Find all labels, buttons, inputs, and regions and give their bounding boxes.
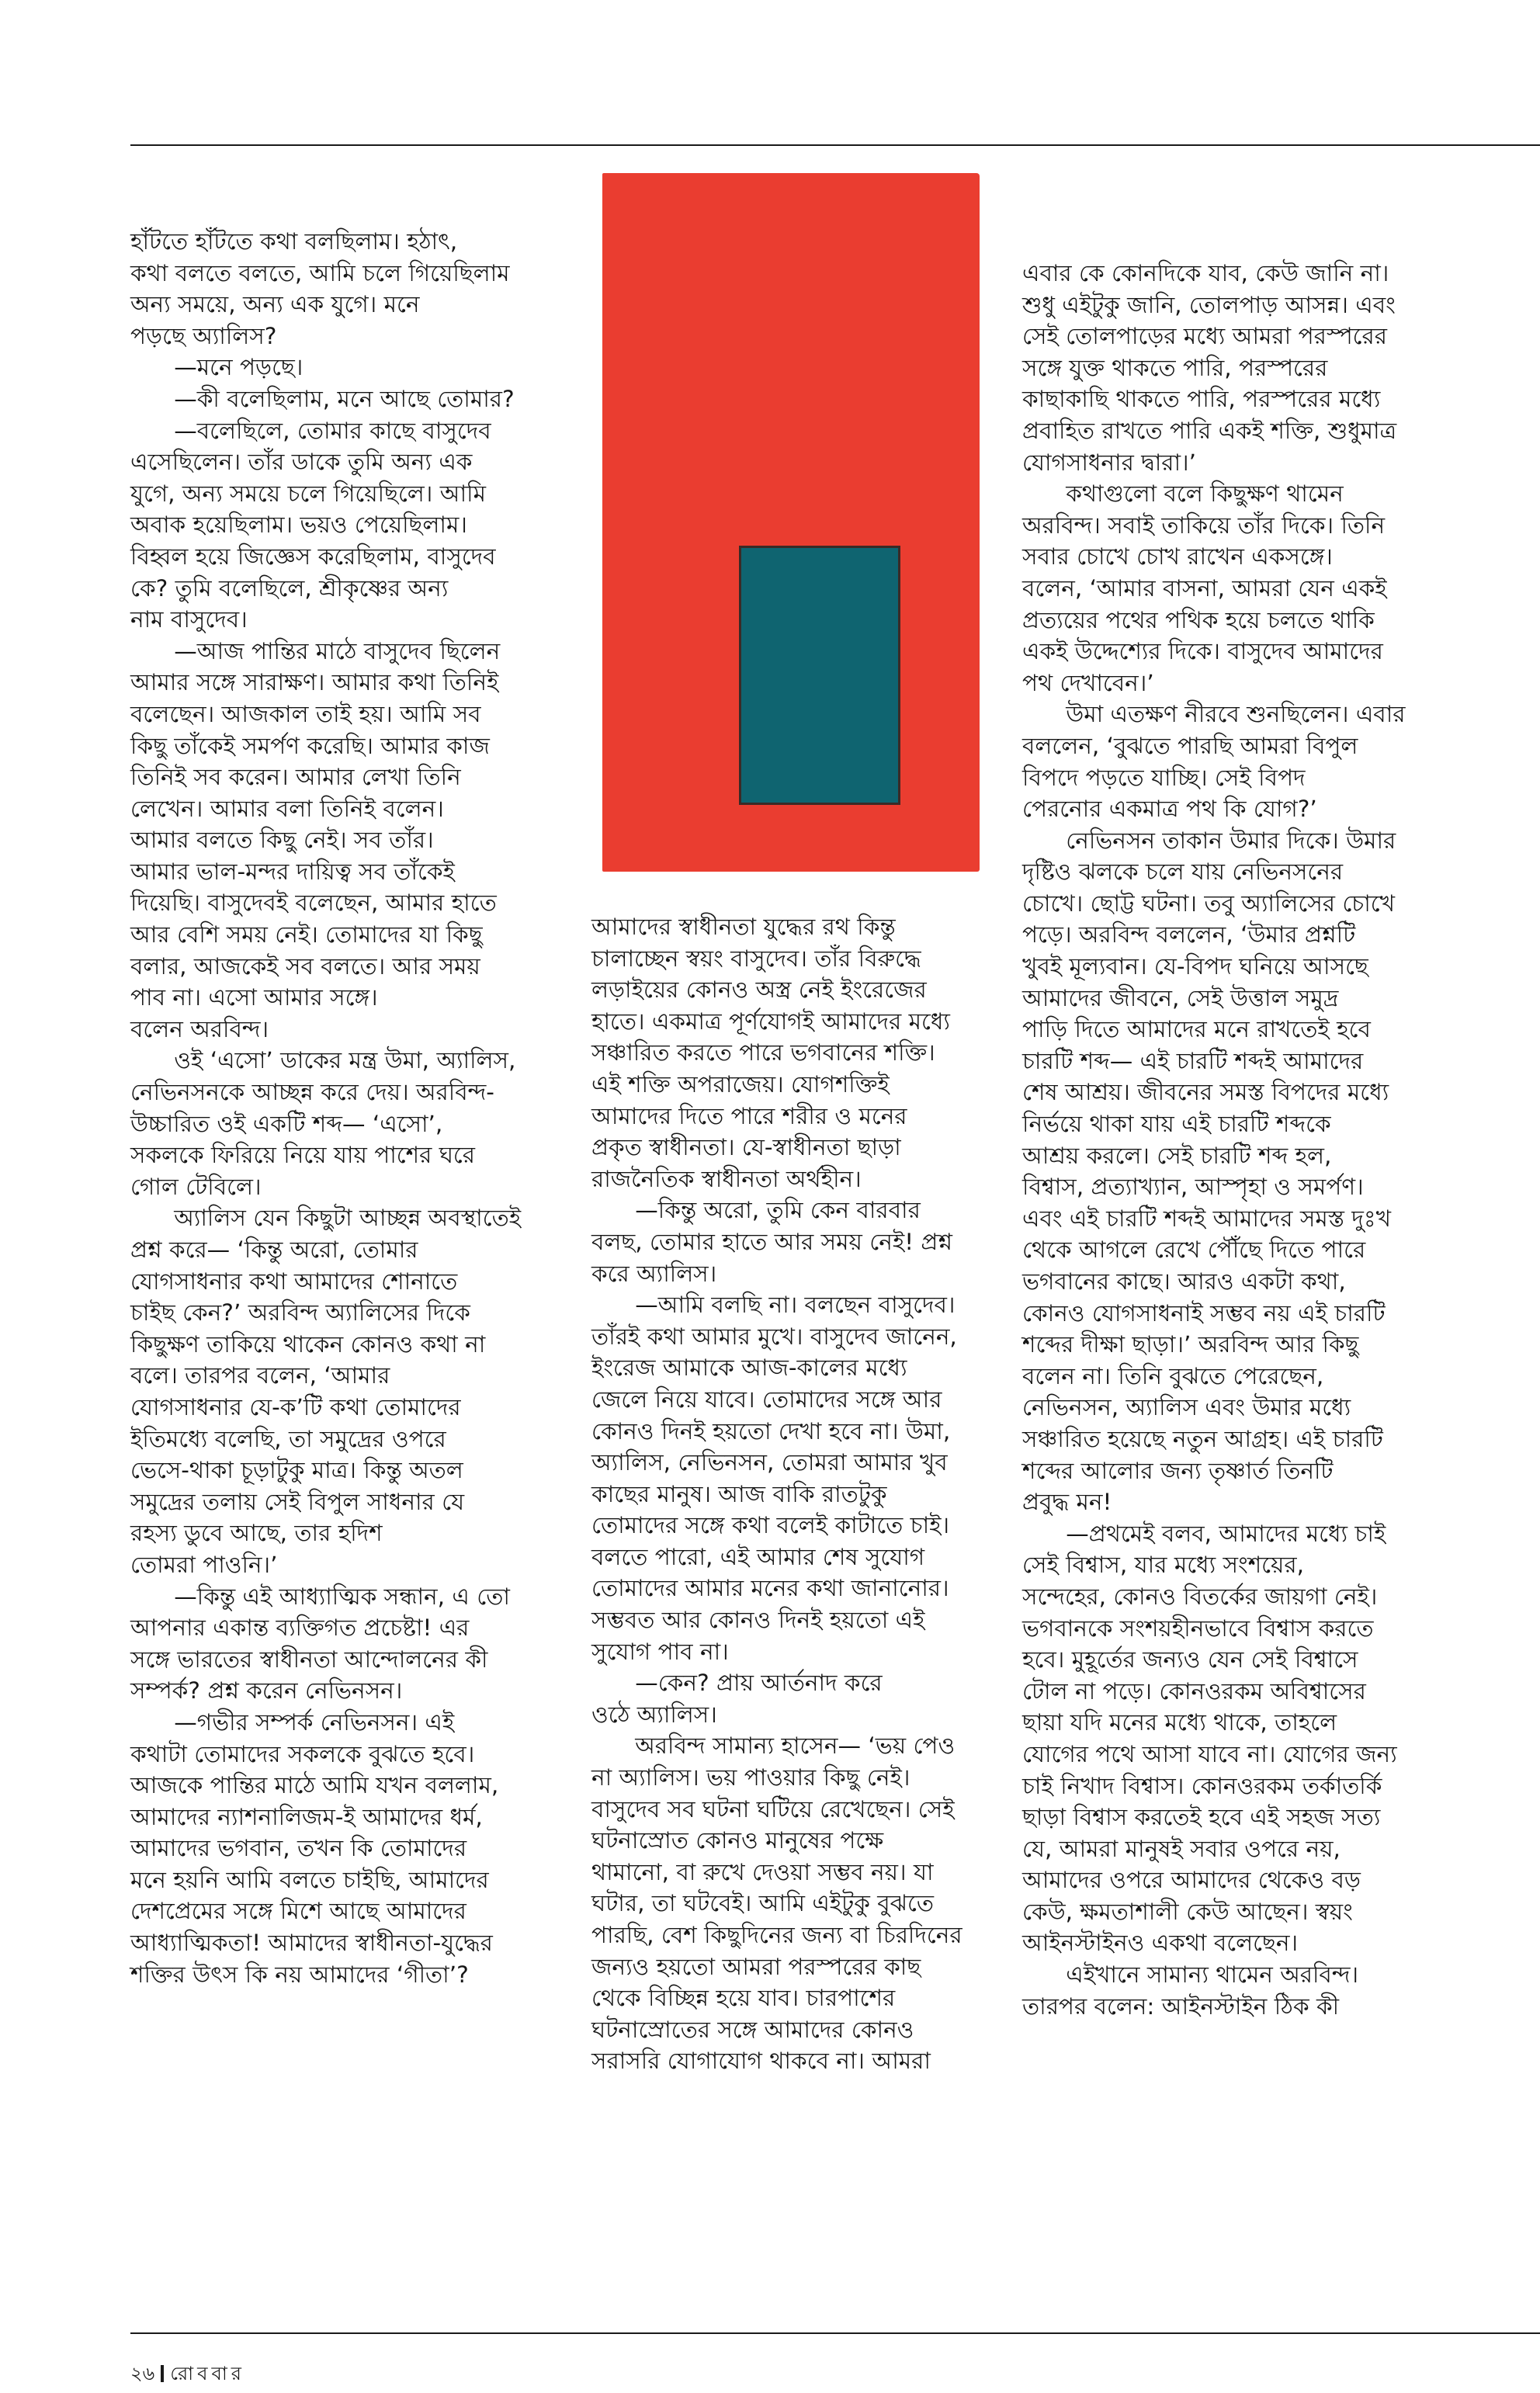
text-line: —কী বলেছিলাম, মনে আছে তোমার? xyxy=(130,385,515,412)
text-line: তোমাদের আমার মনের কথা জানানোর। xyxy=(591,1575,949,1602)
text-line: শব্দের আলোর জন্য তৃষ্ণার্ত তিনটি xyxy=(1022,1457,1334,1484)
text-line: দৃষ্টিও ঝলকে চলে যায় নেভিনসনের xyxy=(1022,858,1344,886)
text-line: পথ দেখাবেন।’ xyxy=(1022,669,1154,696)
text-line: ভেসে-থাকা চূড়াটুকু মাত্র। কিন্তু অতল xyxy=(130,1457,463,1484)
text-line: যোগসাধনার যে-ক’টি কথা তোমাদের xyxy=(130,1393,461,1420)
text-line: বিপদে পড়তে যাচ্ছি। সেই বিপদ xyxy=(1022,764,1306,791)
text-line: যোগসাধনার কথা আমাদের শোনাতে xyxy=(130,1268,458,1295)
text-line: তোমরা পাওনি।’ xyxy=(130,1551,278,1578)
text-line: —আজ পান্তির মাঠে বাসুদেব ছিলেন xyxy=(130,637,501,664)
text-line: টোল না পড়ে। কোনওরকম অবিশ্বাসের xyxy=(1022,1677,1366,1705)
text-line: ইংরেজ আমাকে আজ-কালের মধ্যে xyxy=(591,1354,907,1382)
text-line: বিশ্বাস, প্রত্যাখ্যান, আস্পৃহা ও সমর্পণ। xyxy=(1022,1174,1364,1201)
text-line: নাম বাসুদেব। xyxy=(130,606,248,633)
text-line: যে, আমরা মানুষই সবার ওপরে নয়, xyxy=(1022,1835,1341,1862)
top-rule xyxy=(130,144,1540,146)
text-line: প্রকৃত স্বাধীনতা। যে-স্বাধীনতা ছাড়া xyxy=(591,1134,901,1161)
text-line: পড়ছে অ্যালিস? xyxy=(130,322,277,349)
text-line: আজকে পান্তির মাঠে আমি যখন বললাম, xyxy=(130,1772,499,1799)
text-line: নির্ভয়ে থাকা যায় এই চারটি শব্দকে xyxy=(1022,1111,1331,1138)
text-line: কিছুক্ষণ তাকিয়ে থাকেন কোনও কথা না xyxy=(130,1330,486,1358)
text-line: ভগবানের কাছে। আরও একটা কথা, xyxy=(1022,1268,1346,1295)
text-line: অন্য সময়ে, অন্য এক যুগে। মনে xyxy=(130,291,420,318)
text-line: লেখেন। আমার বলা তিনিই বলেন। xyxy=(130,795,444,822)
text-line: কোনও যোগসাধনাই সম্ভব নয় এই চারটি xyxy=(1022,1299,1386,1327)
text-line: ঘটনাস্রোতের সঙ্গে আমাদের কোনও xyxy=(591,2016,914,2043)
text-line: হাতে। একমাত্র পূর্ণযোগই আমাদের মধ্যে xyxy=(591,1007,950,1035)
text-line: হবে। মুহূর্তের জন্যও যেন সেই বিশ্বাসে xyxy=(1022,1646,1358,1673)
text-line: করে অ্যালিস। xyxy=(591,1260,717,1287)
text-line: চাই নিখাদ বিশ্বাস। কোনওরকম তর্কাতর্কি xyxy=(1022,1772,1382,1799)
text-line: বলতে পারো, এই আমার শেষ সুযোগ xyxy=(591,1543,925,1570)
text-line: দেশপ্রেমের সঙ্গে মিশে আছে আমাদের xyxy=(130,1898,467,1925)
article-column-2 xyxy=(591,911,962,2077)
text-line: বলার, আজকেই সব বলতে। আর সময় xyxy=(130,952,480,980)
text-line: রহস্য ডুবে আছে, তার হদিশ xyxy=(130,1520,383,1547)
magazine-name: রোববার xyxy=(170,2363,245,2384)
text-line: —বলেছিলে, তোমার কাছে বাসুদেব xyxy=(130,417,491,444)
text-line: হাঁটতে হাঁটতে কথা বলছিলাম। হঠাৎ, xyxy=(130,228,458,255)
text-line: অ্যালিস যেন কিছুটা আচ্ছন্ন অবস্থাতেই xyxy=(130,1205,522,1232)
text-line: বলছ, তোমার হাতে আর সময় নেই! প্রশ্ন xyxy=(591,1228,952,1255)
text-line: আমাদের ওপরে আমাদের থেকেও বড় xyxy=(1022,1867,1361,1894)
text-line: চোখে। ছোট্ট ঘটনা। তবু অ্যালিসের চোখে xyxy=(1022,890,1395,917)
text-line: প্রবুদ্ধ মন! xyxy=(1022,1489,1112,1516)
text-line: সঙ্গে ভারতের স্বাধীনতা আন্দোলনের কী xyxy=(130,1646,488,1673)
text-line: আইনস্টাইনও একথা বলেছেন। xyxy=(1022,1930,1298,1957)
text-line: তোমাদের সঙ্গে কথা বলেই কাটাতে চাই। xyxy=(591,1512,950,1539)
text-line: লড়াইয়ের কোনও অস্ত্র নেই ইংরেজের xyxy=(591,976,927,1004)
text-line: নেভিনসনকে আচ্ছন্ন করে দেয়। অরবিন্দ- xyxy=(130,1079,494,1106)
text-line: গোল টেবিলে। xyxy=(130,1173,262,1200)
text-line: ওই ‘এসো’ ডাকের মন্ত্র উমা, অ্যালিস, xyxy=(130,1047,516,1074)
text-line: এই শক্তি অপরাজেয়। যোগশক্তিই xyxy=(591,1070,890,1098)
text-line: সবার চোখে চোখ রাখেন একসঙ্গে। xyxy=(1022,543,1333,571)
text-line: তিনিই সব করেন। আমার লেখা তিনি xyxy=(130,764,461,791)
text-line: সম্পর্ক? প্রশ্ন করেন নেভিনসন। xyxy=(130,1677,403,1705)
text-line: জন্যও হয়তো আমরা পরস্পরের কাছ xyxy=(591,1953,921,1980)
text-line: সকলকে ফিরিয়ে নিয়ে যায় পাশের ঘরে xyxy=(130,1142,476,1169)
text-line: কে? তুমি বলেছিলে, শ্রীকৃষ্ণের অন্য xyxy=(130,574,449,602)
text-line: —কিন্তু এই আধ্যাত্মিক সন্ধান, এ তো xyxy=(130,1583,510,1610)
painting-illustration xyxy=(591,167,990,881)
text-line: সেই তোলপাড়ের মধ্যে আমরা পরস্পরের xyxy=(1022,323,1387,350)
text-line: পেরনোর একমাত্র পথ কি যোগ?’ xyxy=(1022,796,1317,823)
text-line: আমার সঙ্গে সারাক্ষণ। আমার কথা তিনিই xyxy=(130,669,499,696)
text-line: কাছাকাছি থাকতে পারি, পরস্পরের মধ্যে xyxy=(1022,386,1381,413)
text-line: থামানো, বা রুখে দেওয়া সম্ভব নয়। যা xyxy=(591,1858,934,1885)
text-line: আপনার একান্ত ব্যক্তিগত প্রচেষ্টা! এর xyxy=(130,1614,470,1642)
text-line: একই উদ্দেশ্যের দিকে। বাসুদেব আমাদের xyxy=(1022,638,1383,665)
text-line: বলে। তারপর বলেন, ‘আমার xyxy=(130,1362,390,1389)
text-line: পাড়ি দিতে আমাদের মনে রাখতেই হবে xyxy=(1022,1016,1371,1043)
text-line: শক্তির উৎস কি নয় আমাদের ‘গীতা’? xyxy=(130,1961,469,1988)
text-line: সম্ভবত আর কোনও দিনই হয়তো এই xyxy=(591,1607,925,1634)
footer-separator xyxy=(161,2365,164,2382)
text-line: সরাসরি যোগাযোগ থাকবে না। আমরা xyxy=(591,2048,931,2075)
text-line: ছাড়া বিশ্বাস করতেই হবে এই সহজ সত্য xyxy=(1022,1804,1381,1831)
text-line: বলেন না। তিনি বুঝতে পেরেছেন, xyxy=(1022,1362,1324,1389)
text-line: অবাক হয়েছিলাম। ভয়ও পেয়েছিলাম। xyxy=(130,512,467,539)
text-line: না অ্যালিস। ভয় পাওয়ার কিছু নেই। xyxy=(591,1764,910,1791)
bottom-rule xyxy=(130,2332,1540,2334)
text-line: নেভিনসন তাকান উমার দিকে। উমার xyxy=(1022,827,1396,854)
text-line: বিহ্বল হয়ে জিজ্ঞেস করেছিলাম, বাসুদেব xyxy=(130,543,496,570)
text-line: এবং এই চারটি শব্দই আমাদের সমস্ত দুঃখ xyxy=(1022,1205,1391,1232)
text-line: সেই বিশ্বাস, যার মধ্যে সংশয়ের, xyxy=(1022,1552,1305,1579)
text-line: সঞ্চারিত করতে পারে ভগবানের শক্তি। xyxy=(591,1039,935,1066)
text-line: আশ্রয় করলে। সেই চারটি শব্দ হল, xyxy=(1022,1142,1332,1169)
text-line: পড়ে। অরবিন্দ বললেন, ‘উমার প্রশ্নটি xyxy=(1022,921,1356,949)
text-line: ঘটার, তা ঘটবেই। আমি এইটুকু বুঝতে xyxy=(591,1890,934,1917)
text-line: আমাদের জীবনে, সেই উত্তাল সমুদ্র xyxy=(1022,984,1339,1011)
text-line: তারপর বলেন: আইনস্টাইন ঠিক কী xyxy=(1022,1992,1340,2020)
text-line: পারছি, বেশ কিছুদিনের জন্য বা চিরদিনের xyxy=(591,1922,962,1948)
page-footer xyxy=(130,2360,245,2391)
text-line: চাইছ কেন?’ অরবিন্দ অ্যালিসের দিকে xyxy=(130,1299,470,1327)
text-line: —গভীর সম্পর্ক নেভিনসন। এই xyxy=(130,1708,455,1736)
text-line: কেউ, ক্ষমতাশালী কেউ আছেন। স্বয়ং xyxy=(1022,1898,1353,1925)
text-line: ভগবানকে সংশয়হীনভাবে বিশ্বাস করতে xyxy=(1022,1614,1374,1642)
text-line: —কেন? প্রায় আর্তনাদ করে xyxy=(591,1670,883,1697)
text-line: বলেন, ‘আমার বাসনা, আমরা যেন একই xyxy=(1022,574,1387,602)
text-line: এইখানে সামান্য থামেন অরবিন্দ। xyxy=(1022,1961,1359,1989)
text-line: থেকে বিচ্ছিন্ন হয়ে যাব। চারপাশের xyxy=(591,1985,896,2012)
text-line: শব্দের দীক্ষা ছাড়া।’ অরবিন্দ আর কিছু xyxy=(1022,1331,1359,1358)
article-column-1 xyxy=(130,226,521,1990)
text-line: আধ্যাত্মিকতা! আমাদের স্বাধীনতা-যুদ্ধের xyxy=(130,1930,493,1957)
text-line: আর বেশি সময় নেই। তোমাদের যা কিছু xyxy=(130,921,483,949)
text-line: অরবিন্দ। সবাই তাকিয়ে তাঁর দিকে। তিনি xyxy=(1022,512,1386,539)
text-line: আমাদের ন্যাশনালিজম-ই আমাদের ধর্ম, xyxy=(130,1803,483,1830)
text-line: থেকে আগলে রেখে পৌঁছে দিতে পারে xyxy=(1022,1236,1366,1264)
text-line: কথাগুলো বলে কিছুক্ষণ থামেন xyxy=(1022,480,1344,508)
text-line: আমার বলতে কিছু নেই। সব তাঁর। xyxy=(130,827,434,854)
text-line: —কিন্তু অরো, তুমি কেন বারবার xyxy=(591,1197,921,1224)
text-line: চারটি শব্দ— এই চারটি শব্দই আমাদের xyxy=(1022,1047,1364,1074)
text-line: বললেন, ‘বুঝতে পারছি আমরা বিপুল xyxy=(1022,732,1358,759)
text-line: অ্যালিস, নেভিনসন, তোমরা আমার খুব xyxy=(591,1449,948,1476)
text-line: —আমি বলছি না। বলছেন বাসুদেব। xyxy=(591,1292,956,1319)
text-line: দিয়েছি। বাসুদেবই বলেছেন, আমার হাতে xyxy=(130,890,497,917)
text-line: মনে হয়নি আমি বলতে চাইছি, আমাদের xyxy=(130,1866,489,1893)
text-line: কোনও দিনই হয়তো দেখা হবে না। উমা, xyxy=(591,1417,951,1444)
text-line: এবার কে কোনদিকে যাব, কেউ জানি না। xyxy=(1022,260,1389,286)
text-line: ওঠে অ্যালিস। xyxy=(591,1701,717,1728)
text-line: যুগে, অন্য সময়ে চলে গিয়েছিলে। আমি xyxy=(130,480,486,507)
text-line: শেষ আশ্রয়। জীবনের সমস্ত বিপদের মধ্যে xyxy=(1022,1079,1389,1106)
text-line: চালাচ্ছেন স্বয়ং বাসুদেব। তাঁর বিরুদ্ধে xyxy=(591,945,921,972)
painting-teal-square xyxy=(739,546,900,805)
text-line: নেভিনসন, অ্যালিস এবং উমার মধ্যে xyxy=(1022,1394,1351,1421)
text-line: আমাদের ভগবান, তখন কি তোমাদের xyxy=(130,1835,467,1862)
text-line: তাঁরই কথা আমার মুখে। বাসুদেব জানেন, xyxy=(591,1323,957,1350)
text-line: অরবিন্দ সামান্য হাসেন— ‘ভয় পেও xyxy=(591,1732,956,1760)
text-line: উচ্চারিত ওই একটি শব্দ— ‘এসো’, xyxy=(130,1110,443,1137)
text-line: যোগের পথে আসা যাবে না। যোগের জন্য xyxy=(1022,1740,1397,1767)
text-line: জেলে নিয়ে যাবে। তোমাদের সঙ্গে আর xyxy=(591,1386,942,1413)
text-line: সুযোগ পাব না। xyxy=(591,1638,729,1665)
text-line: প্রত্যয়ের পথের পথিক হয়ে চলতে থাকি xyxy=(1022,606,1375,633)
text-line: বাসুদেব সব ঘটনা ঘটিয়ে রেখেছেন। সেই xyxy=(591,1795,955,1822)
text-line: আমাদের দিতে পারে শরীর ও মনের xyxy=(591,1102,907,1129)
text-line: ইতিমধ্যে বলেছি, তা সমুদ্রের ওপরে xyxy=(130,1425,446,1452)
text-line: খুবই মূল্যবান। যে-বিপদ ঘনিয়ে আসছে xyxy=(1022,953,1368,980)
text-line: যোগসাধনার দ্বারা।’ xyxy=(1022,449,1196,476)
text-line: —প্রথমেই বলব, আমাদের মধ্যে চাই xyxy=(1022,1520,1386,1547)
text-line: বলেন অরবিন্দ। xyxy=(130,1015,269,1042)
text-line: কিছু তাঁকেই সমর্পণ করেছি। আমার কাজ xyxy=(130,732,490,759)
text-line: কাছের মানুষ। আজ বাকি রাতটুকু xyxy=(591,1480,887,1507)
text-line: প্রবাহিত রাখতে পারি একই শক্তি, শুধুমাত্র xyxy=(1022,417,1397,444)
text-line: এসেছিলেন। তাঁর ডাকে তুমি অন্য এক xyxy=(130,449,473,476)
article-column-3 xyxy=(1022,258,1406,2022)
text-line: বলেছেন। আজকাল তাই হয়। আমি সব xyxy=(130,700,481,727)
text-line: আমার ভাল-মন্দর দায়িত্ব সব তাঁকেই xyxy=(130,858,455,885)
text-line: শুধু এইটুকু জানি, তোলপাড় আসন্ন। এবং xyxy=(1022,291,1396,318)
text-line: পাব না। এসো আমার সঙ্গে। xyxy=(130,984,378,1011)
text-line: কথাটা তোমাদের সকলকে বুঝতে হবে। xyxy=(130,1740,475,1767)
page-number: ২৬ xyxy=(130,2363,155,2384)
text-line: প্রশ্ন করে— ‘কিন্তু অরো, তোমার xyxy=(130,1236,418,1263)
text-line: ঘটনাস্রোত কোনও মানুষের পক্ষে xyxy=(591,1827,884,1854)
text-line: আমাদের স্বাধীনতা যুদ্ধের রথ কিন্তু xyxy=(591,914,896,940)
text-line: সঞ্চারিত হয়েছে নতুন আগ্রহ। এই চারটি xyxy=(1022,1425,1383,1452)
text-line: সমুদ্রের তলায় সেই বিপুল সাধনার যে xyxy=(130,1488,465,1515)
text-line: সন্দেহের, কোনও বিতর্কের জায়গা নেই। xyxy=(1022,1583,1378,1610)
text-line: রাজনৈতিক স্বাধীনতা অর্থহীন। xyxy=(591,1165,862,1192)
text-line: সঙ্গে যুক্ত থাকতে পারি, পরস্পরের xyxy=(1022,354,1328,381)
text-line: উমা এতক্ষণ নীরবে শুনছিলেন। এবার xyxy=(1022,701,1406,728)
text-line: ছায়া যদি মনের মধ্যে থাকে, তাহলে xyxy=(1022,1709,1337,1736)
text-line: কথা বলতে বলতে, আমি চলে গিয়েছিলাম xyxy=(130,259,510,286)
text-line: —মনে পড়ছে। xyxy=(130,354,303,381)
